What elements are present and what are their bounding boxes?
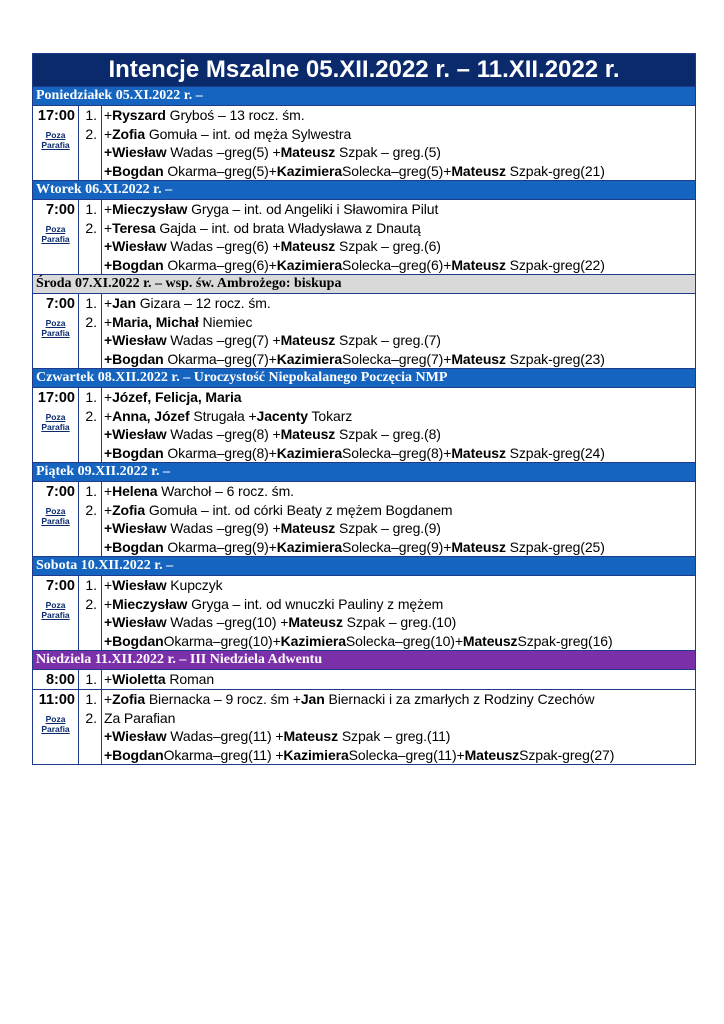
intention-line: +Jan Gizara – 12 rocz. śm. [104,295,271,311]
intention-line: +Bogdan Okarma–greg(8)+KazimieraSolecka–greg(8)+Mateusz Szpak-greg(24) [104,444,605,461]
poza-parafia-label: Poza Parafia [41,412,70,432]
intention-line: +Bogdan Okarma–greg(6)+KazimieraSolecka–greg(6)+Mateusz Szpak-greg(22) [104,256,605,273]
intention-line: +Wiesław Wadas –greg(7) +Mateusz Szpak – greg.(7) [104,332,441,348]
day-header-wednesday: Środa 07.XI.2022 r. – wsp. św. Ambrożego: biskupa [33,274,695,293]
mass-time: 17:00 [37,108,75,124]
day-header-sunday: Niedziela 11.XII.2022 r. – III Niedziela Adwentu [33,650,695,669]
intention-line: +Bogdan Okarma–greg(9)+KazimieraSolecka–greg(9)+Mateusz Szpak-greg(25) [104,538,605,555]
mass-time: 7:00 [45,296,75,312]
intention-line: +Zofia Gomuła – int. od córki Beaty z mężem Bogdanem [104,501,453,518]
mass-slot [33,481,695,556]
intention-line: +Mieczysław Gryga – int. od wnuczki Pauliny z mężem [104,595,444,612]
intention-number: 1. [85,577,97,593]
poza-parafia-label: Poza Parafia [41,714,70,734]
poza-parafia-label: Poza Parafia [41,600,70,620]
intentions-table [32,53,696,765]
day-header-friday: Piątek 09.XII.2022 r. – [33,462,695,481]
intention-number: 1. [85,691,97,707]
intention-line: +Wiesław Wadas –greg(6) +Mateusz Szpak – greg.(6) [104,238,441,254]
intention-line: +BogdanOkarma–greg(11) +KazimieraSolecka–greg(11)+MateuszSzpak-greg(27) [104,746,615,763]
mass-slot [33,669,695,689]
intention-number: 2. [85,219,97,236]
intention-line: +Bogdan Okarma–greg(7)+KazimieraSolecka–greg(7)+Mateusz Szpak-greg(23) [104,350,605,367]
intention-line: +Mieczysław Gryga – int. od Angeliki i Sławomira Pilut [104,201,439,217]
intention-line: +Teresa Gajda – int. od brata Władysława z Dnautą [104,219,421,236]
day-header-thursday: Czwartek 08.XII.2022 r. – Uroczystość Niepokalanego Poczęcia NMP [33,368,695,387]
intention-line: +Anna, Józef Strugała +Jacenty Tokarz [104,407,353,424]
intention-line: +Helena Warchoł – 6 rocz. śm. [104,483,294,499]
intention-line: Za Parafian [104,709,176,726]
mass-time: 11:00 [38,692,75,708]
intention-line: +Zofia Biernacka – 9 rocz. śm +Jan Biernacki i za zmarłych z Rodziny Czechów [104,691,595,707]
intention-line: +Wiesław Wadas–greg(11) +Mateusz Szpak – greg.(11) [104,728,451,744]
intention-number: 1. [85,483,97,499]
intention-line: +BogdanOkarma–greg(10)+KazimieraSolecka–greg(10)+MateuszSzpak-greg(16) [104,632,613,649]
intention-number: 1. [85,389,97,405]
intention-line: +Wiesław Wadas –greg(9) +Mateusz Szpak – greg.(9) [104,520,441,536]
intention-number: 2. [85,407,97,424]
intention-number: 1. [85,671,97,687]
mass-slot [33,575,695,650]
intention-number: 2. [85,501,97,518]
intention-line: +Wiesław Wadas –greg(5) +Mateusz Szpak – greg.(5) [104,144,441,160]
intention-number: 1. [85,107,97,123]
poza-parafia-label: Poza Parafia [41,506,70,526]
mass-time: 8:00 [45,672,75,688]
intention-number: 2. [85,595,97,612]
day-header-saturday: Sobota 10.XII.2022 r. – [33,556,695,575]
intention-line: +Wiesław Wadas –greg(8) +Mateusz Szpak – greg.(8) [104,426,441,442]
intention-line: +Wiesław Kupczyk [104,577,223,593]
intention-number: 1. [85,295,97,311]
mass-time: 7:00 [45,202,75,218]
intention-number: 2. [85,125,97,142]
intention-line: +Bogdan Okarma–greg(5)+KazimieraSolecka–greg(5)+Mateusz Szpak-greg(21) [104,162,605,179]
mass-slot [33,105,695,180]
mass-slot [33,199,695,274]
page-title: Intencje Mszalne 05.XII.2022 r. – 11.XII.2022 r. [33,54,695,86]
intention-line: +Ryszard Gryboś – 13 rocz. śm. [104,107,305,123]
poza-parafia-label: Poza Parafia [41,224,70,244]
intention-line: +Wiesław Wadas –greg(10) +Mateusz Szpak – greg.(10) [104,614,457,630]
mass-slot [33,689,695,764]
poza-parafia-label: Poza Parafia [41,318,70,338]
intention-line: +Józef, Felicja, Maria [104,389,242,405]
mass-slot [33,293,695,368]
intention-number: 2. [85,709,97,726]
intention-line: +Maria, Michał Niemiec [104,313,253,330]
day-header-monday: Poniedziałek 05.XI.2022 r. – [33,86,695,105]
intention-number: 1. [85,201,97,217]
mass-time: 7:00 [45,484,75,500]
intention-line: +Zofia Gomuła – int. od męża Sylwestra [104,125,352,142]
mass-slot [33,387,695,462]
poza-parafia-label: Poza Parafia [41,130,70,150]
intention-line: +Wioletta Roman [104,671,215,687]
day-header-tuesday: Wtorek 06.XI.2022 r. – [33,180,695,199]
intention-number: 2. [85,313,97,330]
mass-time: 7:00 [45,578,75,594]
mass-time: 17:00 [37,390,75,406]
